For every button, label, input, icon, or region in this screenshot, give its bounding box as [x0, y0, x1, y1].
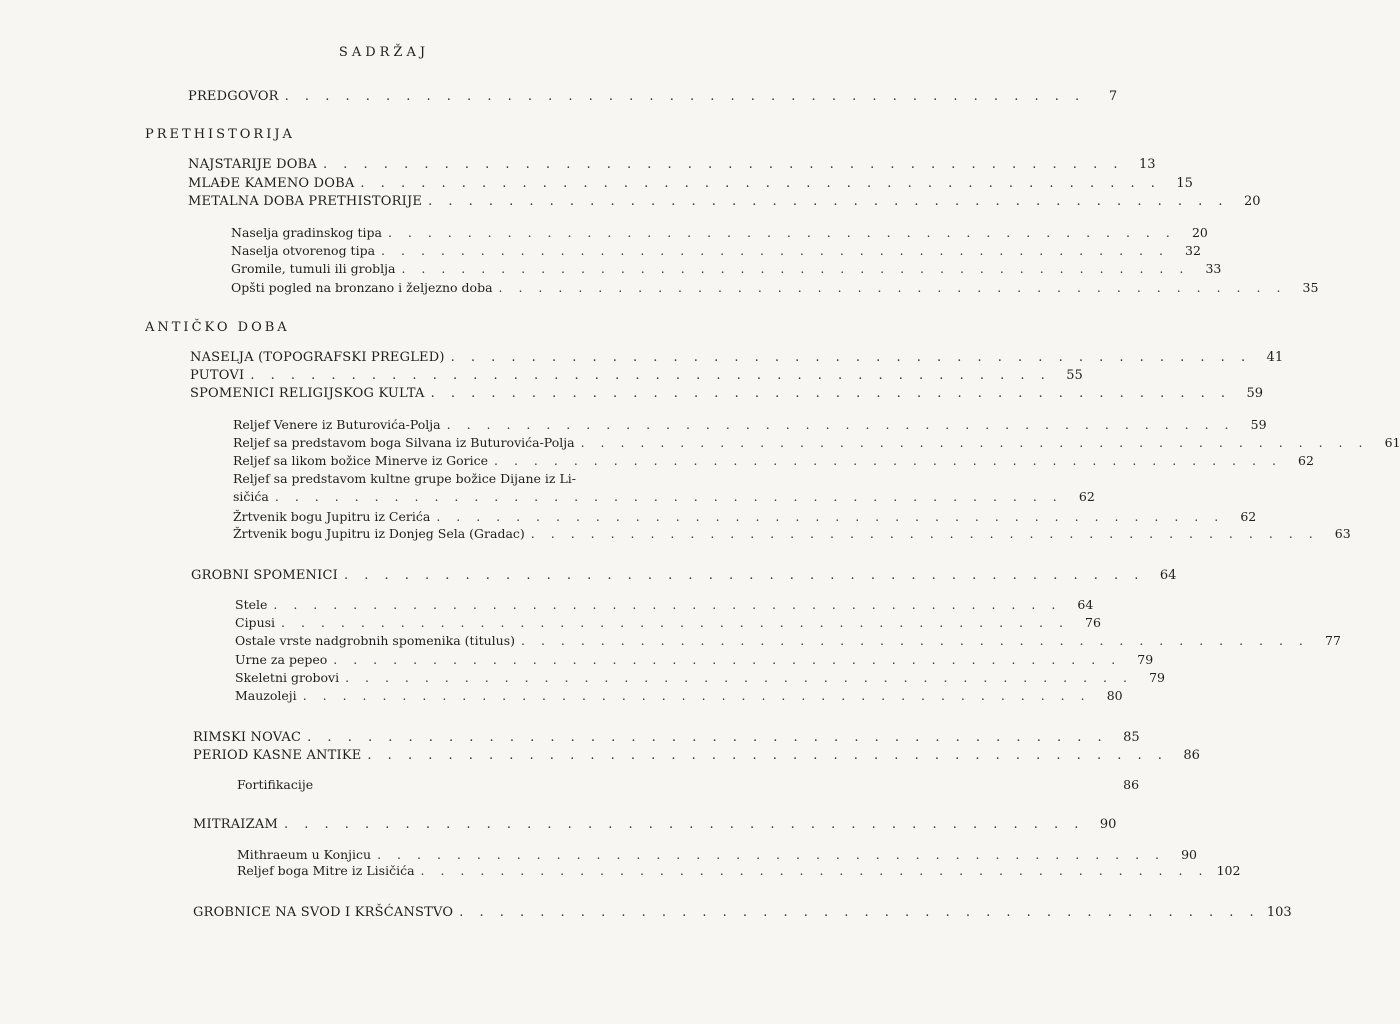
- entry-label: Opšti pogled na bronzano i željezno doba: [231, 280, 493, 295]
- leader-dots: . . . . . . . . . . . . . . . . . . . . . . . . . . . . . . . . . . . . . . . .: [580, 435, 1369, 450]
- page-number: 62: [1078, 489, 1095, 504]
- leader-dots: . . . . . . . . . . . . . . . . . . . . . . . . . . . . . . . . . . . . . . . .: [307, 730, 1108, 745]
- entry-label: MLAĐE KAMENO DOBA: [188, 176, 355, 191]
- entry-label: Urne za pepeo: [235, 652, 328, 667]
- entry-label: Mithraeum u Konjicu: [237, 847, 372, 862]
- toc-subentry[interactable]: [235, 651, 1154, 669]
- toc-subentry[interactable]: [233, 434, 1400, 452]
- entry-label-line1: Reljef sa predstavom kultne grupe božice Dijane iz Li-: [233, 471, 576, 486]
- leader-dots: . . . . . . . . . . . . . . . . . . . . . . . . . . . . . . . . . . . . . . . .: [459, 905, 1260, 920]
- entry-label: PUTOVI: [190, 368, 245, 383]
- page-number: 59: [1250, 417, 1267, 432]
- page-number: 62: [1298, 453, 1314, 468]
- page-number: 63: [1334, 526, 1351, 541]
- leader-dots: . . . . . . . . . . . . . . . . . . . . . . . . . . . . . . . . . . . . . . . .: [284, 89, 1086, 104]
- toc-entry[interactable]: [188, 175, 1193, 193]
- leader-dots: . . . . . . . . . . . . . . . . . . . . . . . . . . . . . . . . . . . . . . . .: [274, 489, 1063, 504]
- toc-entry[interactable]: [190, 367, 1083, 385]
- page-number: 85: [1123, 730, 1140, 745]
- leader-dots: . . . . . . . . . . . . . . . . . . . . . . . . . . . . . . . . . . . . . . . .: [345, 670, 1133, 685]
- page-number: 59: [1246, 386, 1264, 401]
- entry-label: Žrtvenik bogu Jupitru iz Cerića: [233, 509, 431, 524]
- leader-dots: . . . . . . . . . . . . . . . . . . . . . . . . . . . . . . . . . . . . . . . .: [333, 652, 1122, 667]
- leader-dots: . . . . . . . . . . . . . . . . . . . . . . . . . . . . . . . . . . . . . . . .: [323, 157, 1124, 172]
- page-number: 41: [1266, 350, 1284, 365]
- page-number: 76: [1085, 615, 1101, 630]
- entry-label: Mauzoleji: [235, 688, 297, 703]
- toc-title: SADRŽAJ: [338, 45, 430, 60]
- entry-label: Reljef boga Mitre iz Lisičića: [237, 863, 415, 878]
- leader-dots: . . . . . . . . . . . . . . . . . . . . . . . . . . . . . . . . . . . . . . . .: [498, 280, 1287, 295]
- entry-label: Stele: [235, 597, 268, 612]
- page-number: 33: [1205, 261, 1222, 276]
- section-prethistorija: PRETHISTORIJA: [145, 127, 295, 142]
- leader-dots: . . . . . . . . . . . . . . . . . . . . . . . . . . . . . . . . . . . . . . . .: [387, 225, 1176, 240]
- toc-subentry[interactable]: [235, 687, 1123, 705]
- leader-dots: . . . . . . . . . . . . . . . . . . . . . . . . . . . . . . . . . . . . . . . .: [302, 688, 1091, 703]
- leader-dots: . . . . . . . . . . . . . . . . . . . . . . . . . . . . . . . . . . . . . . . .: [401, 261, 1190, 276]
- leader-dots: . . . . . . . . . . . . . . . . . . . . . . . . . . . . . . . . . . . . . . . .: [381, 243, 1169, 258]
- leader-dots: . . . . . . . . . . . . . . . . . . . . . . . . . . . . . . . . . . . . . . . .: [343, 568, 1145, 583]
- entry-label: RIMSKI NOVAC: [193, 730, 302, 745]
- page-number: 79: [1137, 652, 1154, 667]
- page-number: 7: [1108, 89, 1118, 104]
- page-number: 90: [1099, 817, 1117, 832]
- toc-entry[interactable]: [190, 349, 1284, 367]
- leader-dots: . . . . . . . . . . . . . . . . . . . . . . . . . . . . . . . . . . . . . . . .: [446, 417, 1235, 432]
- leader-dots: . . . . . . . . . . . . . . . . . . . . . . . . . . . . . . . . . . . . . . . .: [428, 194, 1229, 209]
- entry-label: Cipusi: [235, 615, 276, 630]
- page-number: 103: [1266, 905, 1292, 920]
- page-number: 20: [1243, 194, 1261, 209]
- page-number: 79: [1149, 670, 1165, 685]
- section-anticko-doba: ANTIČKO DOBA: [145, 320, 290, 335]
- toc-subentry[interactable]: [231, 279, 1319, 297]
- leader-dots: . . . . . . . . . . . . . . . . . . . . . . . . . . . . . . . . . . . . . . . .: [420, 863, 1209, 878]
- page-number: 61: [1384, 435, 1400, 450]
- leader-dots: . . . . . . . . . . . . . . . . . . . . . . . . . . . . . . . . . . . . . . . .: [450, 350, 1252, 365]
- entry-label: GROBNICE NA SVOD I KRŠĆANSTVO: [193, 905, 454, 920]
- leader-dots: . . . . . . . . . . . . . . . . . . . . . . . . . . . . . . . . . . . . . . . .: [281, 615, 1069, 630]
- page-number: 15: [1176, 176, 1193, 191]
- page-number: 13: [1138, 157, 1156, 172]
- toc-subentry[interactable]: [231, 224, 1208, 242]
- toc-entry[interactable]: [193, 816, 1117, 834]
- page-number: 20: [1191, 225, 1208, 240]
- entry-label: Naselja otvorenog tipa: [231, 243, 376, 258]
- leader-dots: . . . . . . . . . . . . . . . . . . . . . . . . . . . . . . . . . . . . . . . .: [367, 748, 1168, 763]
- toc-subentry[interactable]: [237, 862, 1241, 880]
- entry-label: Reljef Venere iz Buturovića-Polja: [233, 417, 441, 432]
- toc-subentry[interactable]: [235, 596, 1094, 614]
- leader-dots: . . . . . . . . . . . . . . . . . . . . . . . . . . . . . . . . . . . . . . . .: [273, 597, 1062, 612]
- toc-subentry[interactable]: [233, 488, 1095, 506]
- entry-label: Naselja gradinskog tipa: [231, 225, 382, 240]
- toc-subentry[interactable]: [235, 632, 1341, 650]
- toc-subentry[interactable]: [235, 614, 1101, 632]
- entry-label: METALNA DOBA PRETHISTORIJE: [188, 194, 423, 209]
- page-number: 90: [1181, 847, 1198, 862]
- page-number: 102: [1216, 863, 1241, 878]
- entry-label: Gromile, tumuli ili groblja: [231, 261, 396, 276]
- leader-dots: . . . . . . . . . . . . . . . . . . . . . . . . . . . . . . . . . . . . . . . .: [250, 368, 1051, 383]
- entry-label: Ostale vrste nadgrobnih spomenika (titulus): [235, 633, 515, 648]
- toc-subentry[interactable]: [231, 260, 1222, 278]
- toc-entry[interactable]: [191, 567, 1177, 585]
- toc-entry[interactable]: [190, 385, 1264, 403]
- page-number: 64: [1077, 597, 1094, 612]
- entry-label-continuation: sičića: [233, 489, 269, 504]
- toc-subentry[interactable]: [233, 416, 1267, 434]
- entry-label: Žrtvenik bogu Jupitru iz Donjeg Sela (Gradac): [233, 526, 525, 541]
- toc-entry[interactable]: [193, 747, 1200, 765]
- entry-label: GROBNI SPOMENICI: [191, 568, 338, 583]
- leader-dots: . . . . . . . . . . . . . . . . . . . . . . . . . . . . . . . . . . . . . . . .: [360, 176, 1161, 191]
- toc-subentry[interactable]: [233, 508, 1257, 526]
- entry-label: PREDGOVOR: [188, 89, 279, 104]
- toc-entry[interactable]: [193, 729, 1140, 747]
- toc-entry[interactable]: [188, 156, 1156, 174]
- leader-dots: . . . . . . . . . . . . . . . . . . . . . . . . . . . . . . . . . . . . . . . .: [377, 847, 1166, 862]
- leader-dots: . . . . . . . . . . . . . . . . . . . . . . . . . . . . . . . . . . . . . . . .: [494, 453, 1282, 468]
- page-number: 55: [1066, 368, 1083, 383]
- page-number: 64: [1159, 568, 1177, 583]
- entry-label: Fortifikacije: [237, 777, 314, 792]
- page-number: 86: [1183, 748, 1200, 763]
- leader-dots: . . . . . . . . . . . . . . . . . . . . . . . . . . . . . . . . . . . . . . . .: [283, 817, 1085, 832]
- toc-subentry[interactable]: [233, 525, 1351, 543]
- entry-label: Skeletni grobovi: [235, 670, 340, 685]
- entry-label: Reljef sa likom božice Minerve iz Gorice: [233, 453, 489, 468]
- entry-label: SPOMENICI RELIGIJSKOG KULTA: [190, 386, 425, 401]
- toc-subentry[interactable]: [235, 669, 1165, 687]
- entry-label: NASELJA (TOPOGRAFSKI PREGLED): [190, 350, 445, 365]
- entry-label: Reljef sa predstavom boga Silvana iz Buturovića-Polja: [233, 435, 575, 450]
- toc-entry[interactable]: [188, 88, 1118, 106]
- entry-label: MITRAIZAM: [193, 817, 278, 832]
- toc-subentry[interactable]: [231, 242, 1201, 260]
- entry-label: PERIOD KASNE ANTIKE: [193, 748, 362, 763]
- leader-dots: . . . . . . . . . . . . . . . . . . . . . . . . . . . . . . . . . . . . . . . .: [430, 386, 1232, 401]
- page-number: 62: [1240, 509, 1257, 524]
- toc-entry[interactable]: [193, 904, 1292, 922]
- leader-dots: . . . . . . . . . . . . . . . . . . . . . . . . . . . . . . . . . . . . . . . .: [436, 509, 1225, 524]
- page-number: 86: [1123, 777, 1140, 792]
- leader-dots: . . . . . . . . . . . . . . . . . . . . . . . . . . . . . . . . . . . . . . . .: [530, 526, 1319, 541]
- leader-dots: . . . . . . . . . . . . . . . . . . . . . . . . . . . . . . . . . . . . . . . .: [521, 633, 1309, 648]
- page-number: 35: [1302, 280, 1319, 295]
- page-number: 32: [1185, 243, 1201, 258]
- page-number: 77: [1325, 633, 1341, 648]
- toc-subentry[interactable]: [233, 452, 1314, 470]
- page-number: 80: [1106, 688, 1123, 703]
- toc-entry[interactable]: [188, 193, 1261, 211]
- entry-label: NAJSTARIJE DOBA: [188, 157, 318, 172]
- toc-subentry[interactable]: [237, 776, 1140, 794]
